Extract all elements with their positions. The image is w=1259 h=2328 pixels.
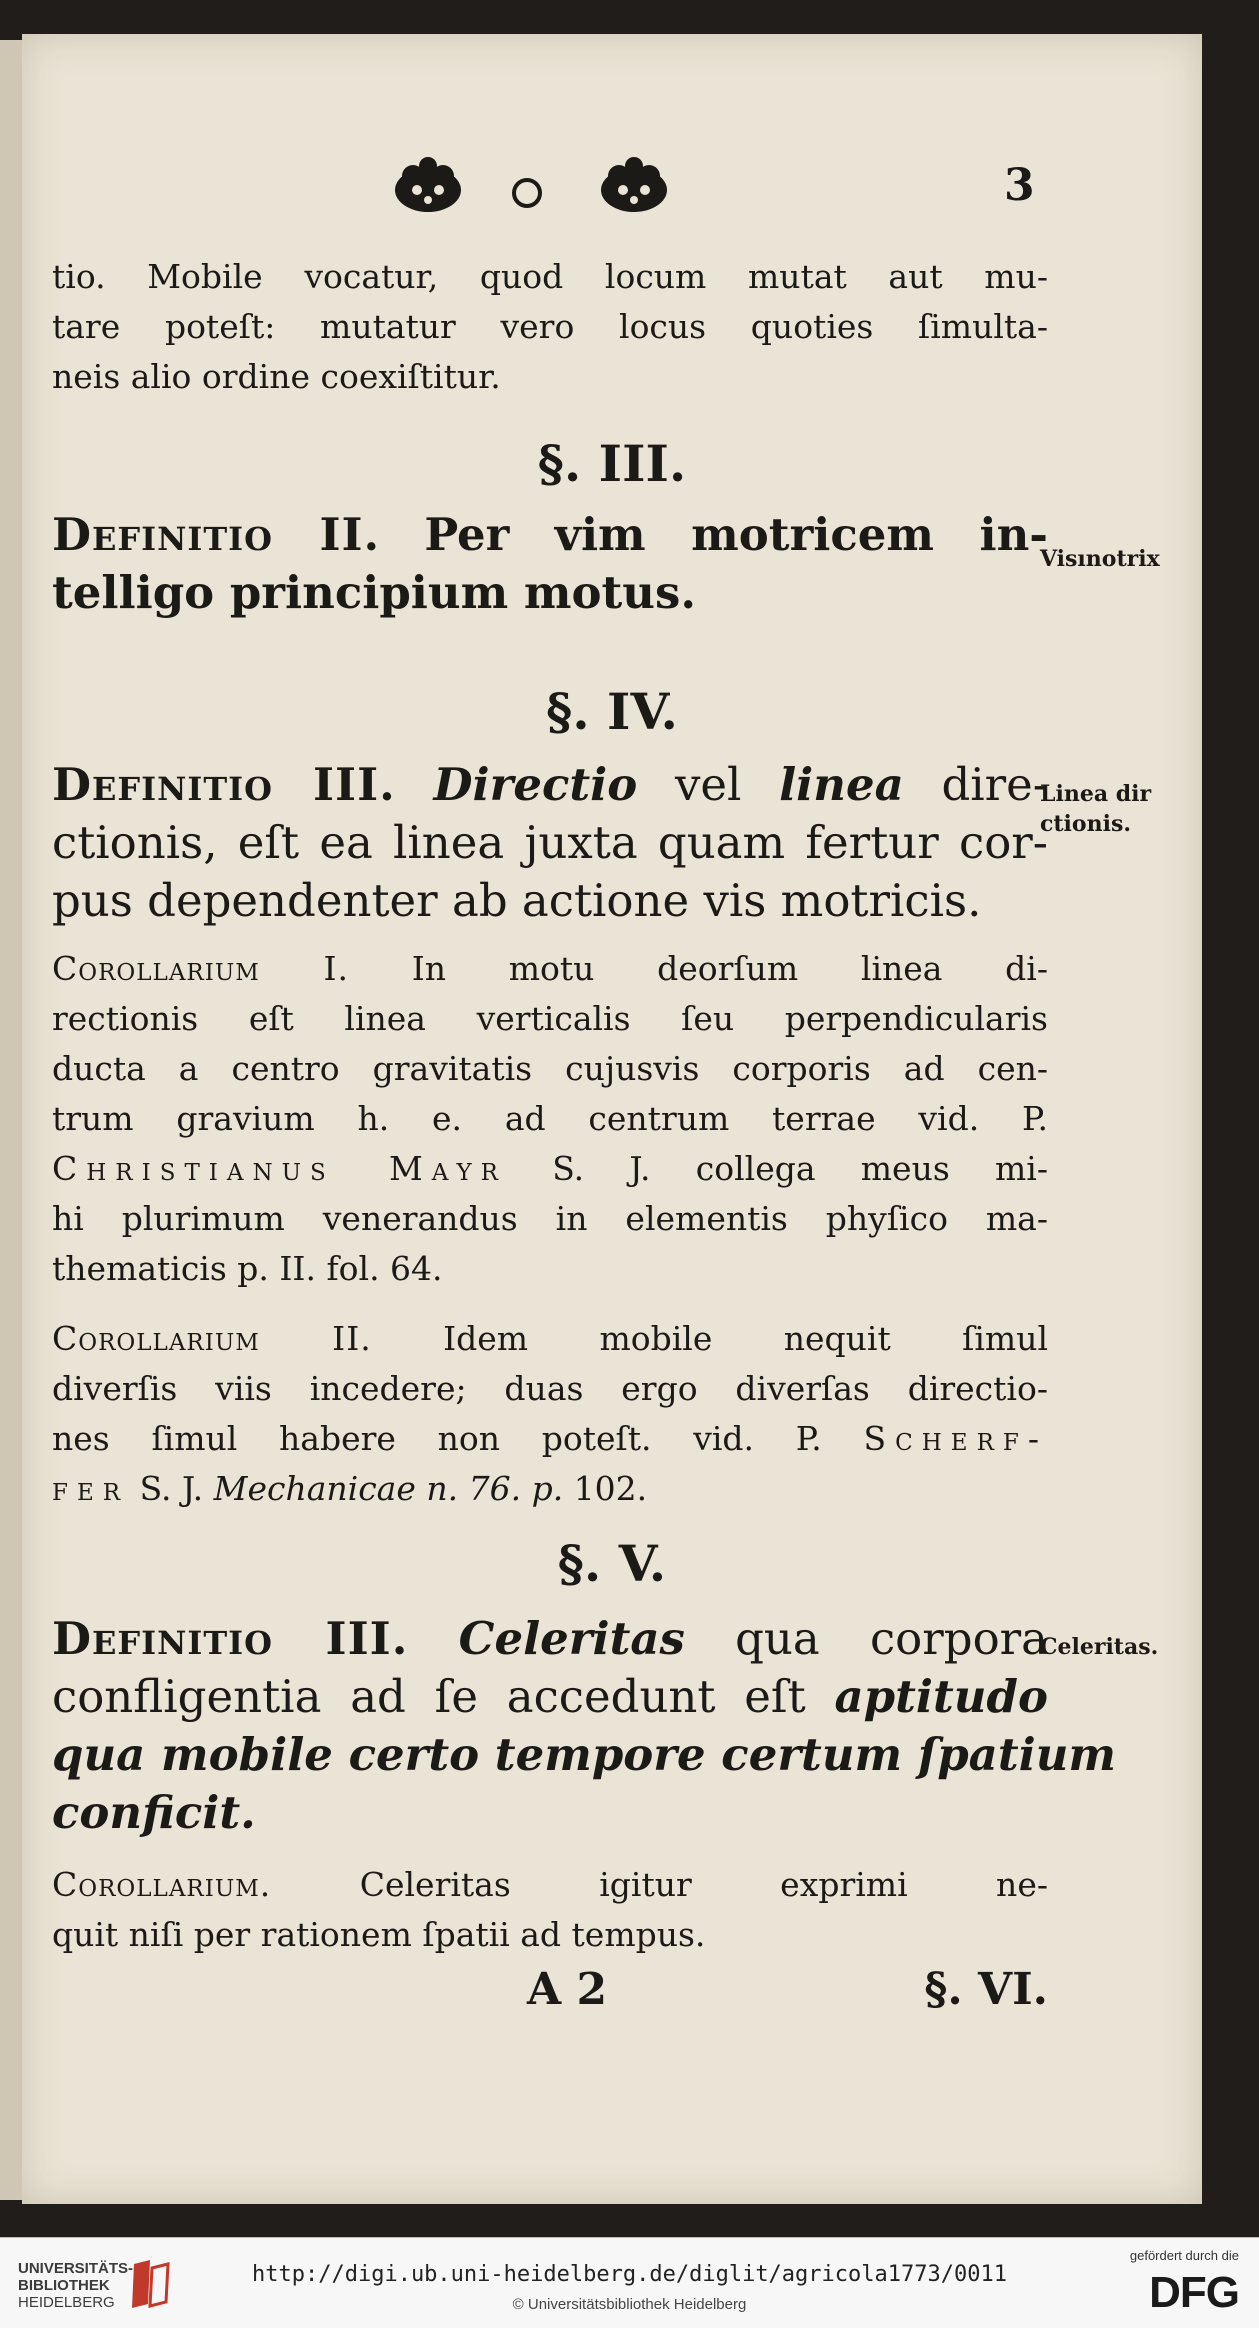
section-heading-v: §. V. — [557, 1534, 667, 1593]
text-line: Per vim motricem in- — [424, 508, 1048, 561]
text-line: S. J. collega meus mi- — [552, 1149, 1048, 1188]
text-line: conficit. — [52, 1786, 256, 1839]
funding-note: gefördert durch die — [1129, 2248, 1239, 2263]
definition-ii — [52, 506, 1048, 622]
corollary-label: Corollarium II. — [52, 1319, 372, 1358]
text-line: confligentia ad ſe accedunt eſt — [52, 1670, 806, 1723]
text-line: Celeritas igitur exprimi ne- — [359, 1865, 1048, 1904]
definition-label: Definitio II. — [52, 508, 381, 561]
signature-mark: A 2 — [527, 1964, 608, 2015]
library-line: UNIVERSITÄTS- — [18, 2260, 134, 2277]
author-name: Scherf- — [863, 1419, 1048, 1458]
copyright-notice: © Universitätsbibliothek Heidelberg — [512, 2296, 747, 2313]
ornament-left-icon — [391, 156, 465, 218]
text-word: 102. — [573, 1469, 648, 1508]
page-number: 3 — [1004, 160, 1035, 211]
text-line: nes ſimul habere non poteſt. vid. P. — [52, 1419, 822, 1458]
text-line: Idem mobile nequit ſimul — [443, 1319, 1048, 1358]
marginal-note-vis-motrix: Visınotrix — [1040, 546, 1160, 572]
text-line: ducta a centro gravitatis cujusvis corporis ad cen- — [52, 1049, 1048, 1088]
headpiece-circle-icon — [512, 178, 542, 208]
text-word: dire- — [941, 758, 1048, 811]
catchwords — [52, 1964, 1048, 2024]
top-paragraph — [52, 252, 1048, 402]
text-line: pus dependenter ab actione vis motricis. — [52, 874, 982, 927]
catchword: §. VI. — [924, 1964, 1048, 2015]
term-directio: Directio — [433, 758, 638, 811]
text-line: tare poteſt: mutatur vero locus quoties ſimulta- — [52, 307, 1048, 346]
text-word: S. J. — [139, 1469, 204, 1508]
text-line: thematicis p. II. fol. 64. — [52, 1249, 443, 1288]
library-line: BIBLIOTHEK — [18, 2277, 110, 2294]
term-linea: linea — [779, 758, 904, 811]
definition-label: Definitio III. — [52, 1612, 409, 1665]
term-celeritas: Celeritas — [458, 1612, 685, 1665]
definition-iii-celeritas — [52, 1610, 1117, 1842]
marginal-note-celeritas: Celeritas. — [1040, 1634, 1159, 1660]
book-page — [22, 34, 1202, 2204]
corollary-ii — [52, 1314, 1048, 1514]
text-line: tio. Mobile vocatur, quod locum mutat aut mu- — [52, 257, 1048, 296]
citation-title: Mechanicae n. 76. p. — [213, 1469, 564, 1508]
text-line: qua mobile certo tempore certum ſpatium — [52, 1728, 1117, 1781]
text-line: diverſis viis incedere; duas ergo diverſas directio- — [52, 1369, 1048, 1408]
term-aptitudo: aptitudo — [834, 1670, 1048, 1723]
text-line: qua corpora — [735, 1612, 1049, 1665]
text-line: quit niſi per rationem ſpatii ad tempus. — [52, 1915, 706, 1954]
marginal-line: Linea dir — [1040, 781, 1152, 807]
section-heading-iii: §. III. — [537, 434, 687, 493]
text-line: telligo principium motus. — [52, 566, 697, 619]
permalink-url[interactable]: http://digi.ub.uni-heidelberg.de/diglit/agricola1773/0011 — [252, 2262, 1007, 2287]
ornament-right-icon — [597, 156, 671, 218]
corollary-i — [52, 944, 1048, 1294]
dfg-logo: DFG — [1149, 2268, 1239, 2317]
text-line: neis alio ordine coexiſtitur. — [52, 357, 501, 396]
library-line: HEIDELBERG — [18, 2294, 115, 2311]
marginal-note-linea — [1040, 779, 1151, 839]
headpiece — [22, 156, 1202, 236]
text-line: ctionis, eſt ea linea juxta quam fertur cor- — [52, 816, 1048, 869]
corollary — [52, 1860, 1048, 1960]
author-name: fer — [52, 1469, 130, 1508]
author-name: Christianus Mayr — [52, 1149, 507, 1188]
definition-iii-direction — [52, 756, 1048, 930]
text-line: trum gravium h. e. ad centrum terrae vid. P. — [52, 1099, 1048, 1138]
marginal-line: ctionis. — [1040, 811, 1131, 837]
text-line: In motu deorſum linea di- — [411, 949, 1048, 988]
viewer-footer — [0, 2237, 1259, 2328]
corollary-label: Corollarium. — [52, 1865, 272, 1904]
text-line: hi plurimum venerandus in elementis phyſico ma- — [52, 1199, 1048, 1238]
definition-label: Definitio III. — [52, 758, 396, 811]
text-word: vel — [674, 758, 742, 811]
corollary-label: Corollarium I. — [52, 949, 350, 988]
text-line: rectionis eſt linea verticalis ſeu perpendicularis — [52, 999, 1048, 1038]
section-heading-iv: §. IV. — [546, 682, 678, 741]
